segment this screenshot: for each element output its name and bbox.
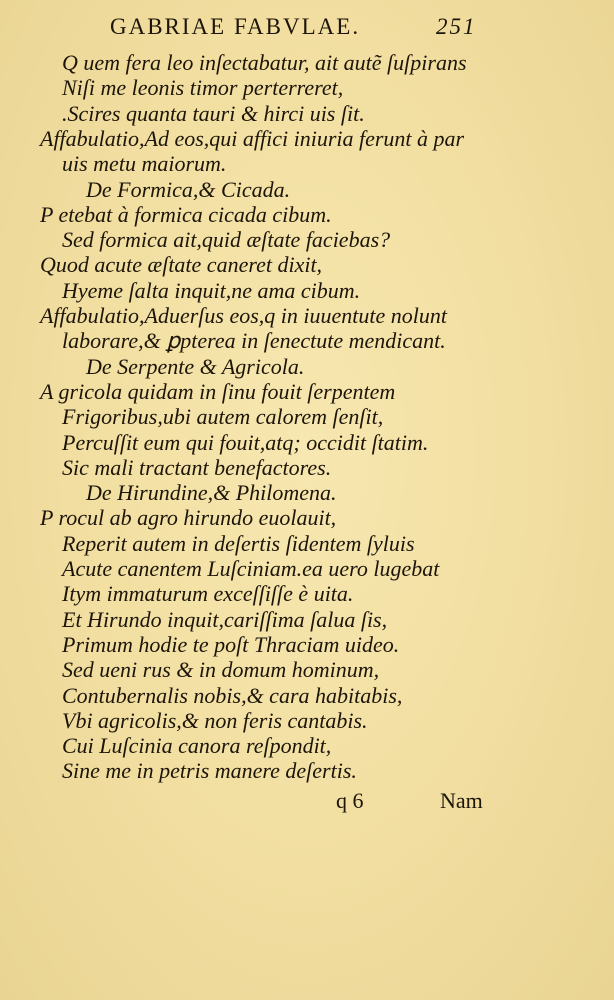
text-line: Acute canentem Luſciniam.ea uero lugebat — [62, 556, 440, 581]
text-line: Sed ueni rus & in domum hominum, — [62, 657, 380, 683]
signature-mark: q 6 — [336, 788, 364, 813]
text-line: Cui Luſcinia canora reſpondit, — [62, 733, 332, 759]
text-line: Sed formica ait,quid æſtate faciebas? — [62, 227, 391, 253]
text-line: P rocul ab agro hirundo euolauit, — [40, 505, 337, 531]
text-line: De Formica,& Cicada. — [86, 176, 291, 202]
text-line: uis metu maiorum. — [62, 151, 227, 177]
text-line: Vbi agricolis,& non feris cantabis. — [62, 707, 368, 733]
catchword: Nam — [440, 788, 483, 813]
text-line: Itym immaturum exceſſiſſe è uita. — [62, 581, 354, 607]
text-line: A gricola quidam in ſinu fouit ſerpentem — [40, 378, 396, 404]
text-line: De Hirundine,& Philomena. — [86, 480, 337, 506]
text-line: Affabulatio,Aduerſus eos,q in iuuentute nolunt — [40, 303, 447, 328]
running-title: GABRIAE FABVLAE. — [110, 14, 361, 39]
text-line: Frigoribus,ubi autem calorem ſenſit, — [62, 404, 384, 430]
text-line: laborare,& ꝑpterea in ſenectute mendicant. — [62, 328, 446, 354]
text-line: Primum hodie te poſt Thraciam uideo. — [62, 631, 400, 657]
text-line: Sine me in petris manere deſertis. — [62, 758, 357, 784]
text-line: Quod acute æſtate caneret dixit, — [40, 252, 323, 278]
text-line: Sic mali tractant benefactores. — [62, 454, 332, 480]
text-line: Et Hirundo inquit,cariſſima ſalua ſis, — [62, 606, 388, 632]
text-line: De Serpente & Agricola. — [86, 353, 305, 379]
text-line: Hyeme ſalta inquit,ne ama cibum. — [62, 277, 361, 303]
text-line: P etebat à formica cicada cibum. — [40, 201, 332, 227]
page-number: 251 — [436, 14, 477, 39]
text-line: Q uem fera leo inſectabatur, ait autẽ ſuſpirans — [62, 50, 467, 75]
text-line: Percuſſit eum qui fouit,atq; occidit ſtatim. — [62, 429, 429, 455]
text-line: Affabulatio,Ad eos,qui affici iniuria ferunt à par — [40, 125, 465, 151]
text-line: Reperit autem in deſertis ſidentem ſyluis — [62, 530, 415, 556]
text-line: Contubernalis nobis,& cara habitabis, — [62, 682, 403, 708]
text-line: Niſi me leonis timor perterreret, — [62, 75, 344, 101]
text-line: .Scires quanta tauri & hirci uis ſit. — [62, 100, 365, 126]
